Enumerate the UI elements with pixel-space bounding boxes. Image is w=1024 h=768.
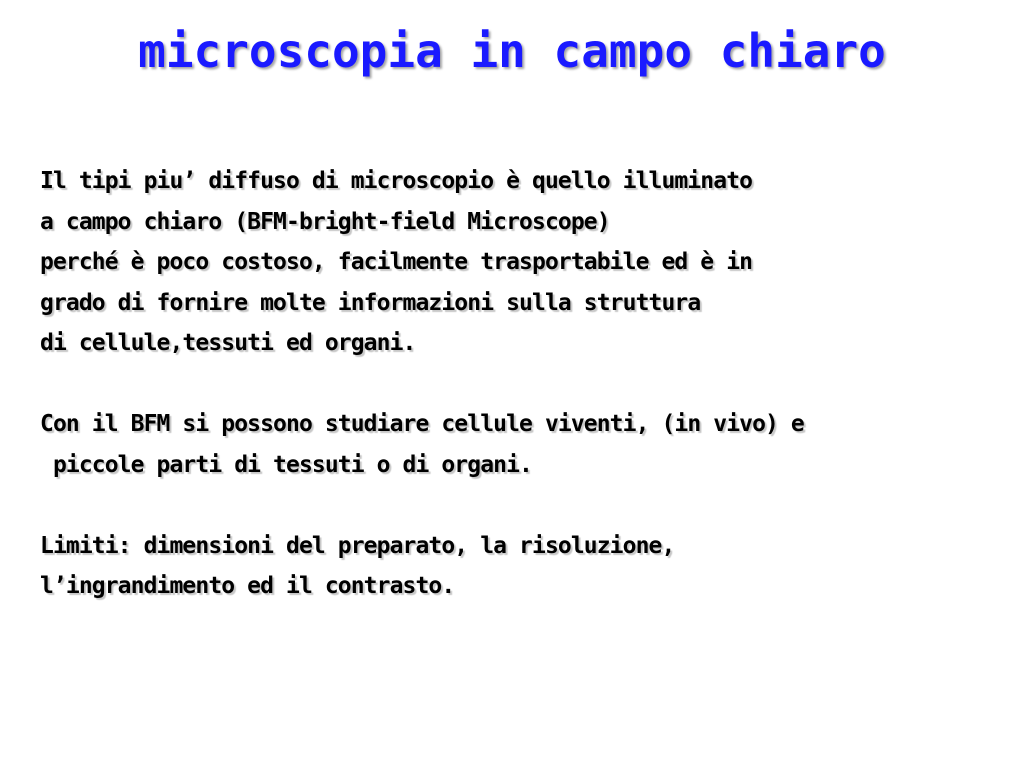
slide-title: microscopia in campo chiaro xyxy=(138,24,886,78)
paragraph-line: perché è poco costoso, facilmente trasportabile ed è in xyxy=(40,249,753,275)
paragraph-limits xyxy=(40,526,1000,607)
paragraph-bfm-uses xyxy=(40,404,1000,485)
paragraph-line: piccole parti di tessuti o di organi. xyxy=(40,451,532,478)
paragraph-line: Il tipi piu’ diffuso di microscopio è quello illuminato xyxy=(40,168,753,194)
paragraph-line: l’ingrandimento ed il contrasto. xyxy=(40,573,455,599)
paragraph-spacer xyxy=(40,364,1000,405)
paragraph-line: Limiti: dimensioni del preparato, la risoluzione, xyxy=(40,532,675,559)
paragraph-line: Con il BFM si possono studiare cellule viventi, (in vivo) e xyxy=(40,411,804,437)
paragraph-line: di cellule,tessuti ed organi. xyxy=(40,330,416,356)
slide-body xyxy=(40,161,1000,607)
paragraph-line: a campo chiaro (BFM-bright-field Microscope) xyxy=(40,208,610,235)
paragraph-spacer xyxy=(40,485,1000,526)
paragraph-line: grado di fornire molte informazioni sulla struttura xyxy=(40,289,701,316)
paragraph-intro xyxy=(40,161,1000,364)
